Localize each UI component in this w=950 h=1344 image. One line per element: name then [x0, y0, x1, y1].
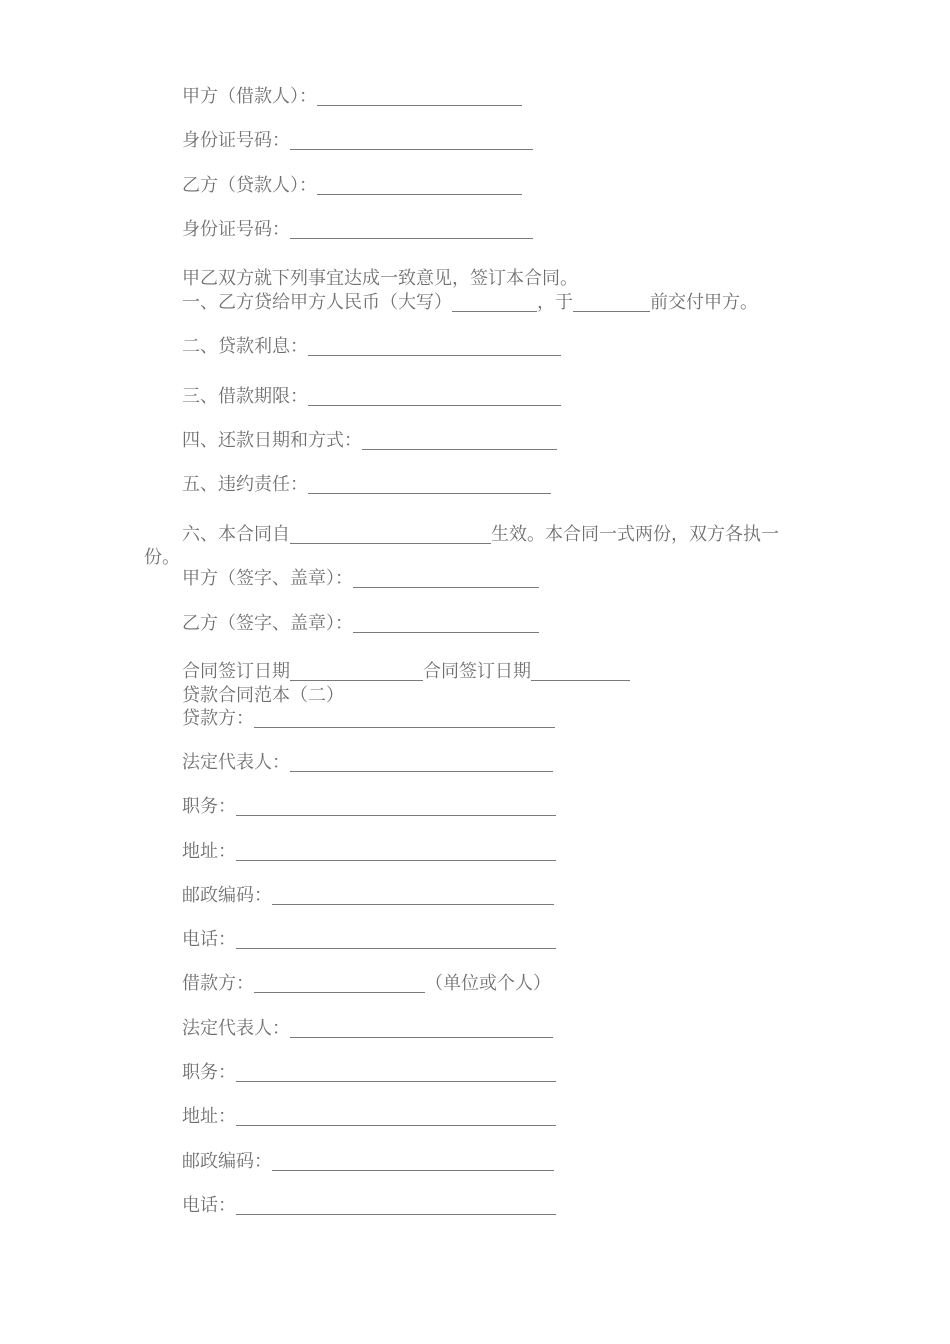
- lender-rep-field: [182, 752, 553, 774]
- delivery-date-blank[interactable]: [573, 297, 650, 312]
- borrower-phone-label: 电话：: [182, 1195, 236, 1216]
- clause-6: [182, 524, 779, 546]
- lender-blank[interactable]: [254, 713, 555, 728]
- clause-1-text-c: 前交付甲方。: [650, 292, 758, 313]
- borrower-phone-field: [182, 1195, 556, 1217]
- borrower-note: （单位或个人）: [425, 973, 551, 994]
- party-b-sign-blank[interactable]: [353, 618, 539, 633]
- party-a-id-field: [182, 130, 533, 152]
- borrower-address-blank[interactable]: [236, 1111, 556, 1126]
- borrower-phone-blank[interactable]: [236, 1200, 556, 1215]
- effective-date-blank[interactable]: [290, 529, 491, 544]
- party-b-id-blank[interactable]: [290, 224, 533, 239]
- lender-postcode-field: [182, 885, 554, 907]
- clause-3: [182, 386, 561, 408]
- party-a-id-blank[interactable]: [290, 135, 533, 150]
- party-a-id-label: 身份证号码：: [182, 130, 290, 151]
- lender-address-field: [182, 841, 556, 863]
- clause-1-text-a: 一、乙方贷给甲方人民币（大写）: [182, 292, 452, 313]
- party-b-id-label: 身份证号码：: [182, 219, 290, 240]
- borrower-postcode-label: 邮政编码：: [182, 1151, 272, 1172]
- lender-phone-label: 电话：: [182, 929, 236, 950]
- clause-2-label: 二、贷款利息：: [182, 336, 308, 357]
- clause-3-label: 三、借款期限：: [182, 386, 308, 407]
- clause-6-text-a: 六、本合同自: [182, 524, 290, 545]
- borrower-postcode-field: [182, 1151, 554, 1173]
- lender-title-label: 职务：: [182, 796, 236, 817]
- lender-address-blank[interactable]: [236, 846, 556, 861]
- borrower-postcode-blank[interactable]: [272, 1156, 554, 1171]
- template-2-title: [182, 685, 344, 707]
- party-a-sign-label: 甲方（签字、盖章）：: [182, 568, 353, 589]
- sign-date-blank-a[interactable]: [290, 666, 423, 681]
- party-b-lender-field: [182, 175, 522, 197]
- lender-rep-blank[interactable]: [290, 757, 553, 772]
- party-b-sign-field: [182, 613, 539, 635]
- lender-address-label: 地址：: [182, 841, 236, 862]
- borrower-rep-blank[interactable]: [290, 1023, 553, 1038]
- lender-label: 贷款方：: [182, 708, 254, 729]
- agreement-intro: [182, 268, 578, 290]
- lender-postcode-label: 邮政编码：: [182, 885, 272, 906]
- borrower-address-label: 地址：: [182, 1106, 236, 1127]
- clause-6-text-b: 生效。本合同一式两份，双方各执一: [491, 524, 779, 545]
- clause-1: [182, 292, 758, 314]
- borrower-title-field: [182, 1062, 556, 1084]
- borrower-field: [182, 973, 551, 995]
- lender-title-blank[interactable]: [236, 801, 556, 816]
- liability-blank[interactable]: [308, 479, 551, 494]
- party-b-lender-blank[interactable]: [317, 180, 522, 195]
- clause-6-wrap: [144, 547, 180, 569]
- party-a-sign-blank[interactable]: [353, 573, 539, 588]
- clause-4-label: 四、还款日期和方式：: [182, 430, 362, 451]
- party-a-sign-field: [182, 568, 539, 590]
- party-b-id-field: [182, 219, 533, 241]
- borrower-label: 借款方：: [182, 973, 254, 994]
- clause-5-label: 五、违约责任：: [182, 474, 308, 495]
- borrower-title-blank[interactable]: [236, 1067, 556, 1082]
- template-2-title-text: 贷款合同范本（二）: [182, 685, 344, 706]
- loan-amount-blank[interactable]: [452, 297, 537, 312]
- repayment-blank[interactable]: [362, 435, 557, 450]
- sign-date-row: [182, 661, 630, 683]
- sign-date-label-b: 合同签订日期: [423, 661, 531, 682]
- party-b-lender-label: 乙方（贷款人）：: [182, 175, 317, 196]
- sign-date-blank-b[interactable]: [531, 666, 630, 681]
- lender-title-field: [182, 796, 556, 818]
- borrower-address-field: [182, 1106, 556, 1128]
- agreement-intro-text: 甲乙双方就下列事宜达成一致意见，签订本合同。: [182, 268, 578, 289]
- party-b-sign-label: 乙方（签字、盖章）：: [182, 613, 353, 634]
- party-a-borrower-blank[interactable]: [317, 91, 522, 106]
- lender-postcode-blank[interactable]: [272, 890, 554, 905]
- borrower-rep-label: 法定代表人：: [182, 1018, 290, 1039]
- lender-phone-blank[interactable]: [236, 934, 556, 949]
- borrower-blank[interactable]: [254, 978, 425, 993]
- sign-date-label-a: 合同签订日期: [182, 661, 290, 682]
- loan-term-blank[interactable]: [308, 391, 561, 406]
- clause-5: [182, 474, 551, 496]
- lender-field: [182, 708, 555, 730]
- party-a-borrower-label: 甲方（借款人）：: [182, 86, 317, 107]
- party-a-borrower-field: [182, 86, 522, 108]
- borrower-rep-field: [182, 1018, 553, 1040]
- clause-6-wrap-text: 份。: [144, 547, 180, 568]
- lender-phone-field: [182, 929, 556, 951]
- clause-1-text-b: ，于: [537, 292, 573, 313]
- lender-rep-label: 法定代表人：: [182, 752, 290, 773]
- clause-4: [182, 430, 557, 452]
- borrower-title-label: 职务：: [182, 1062, 236, 1083]
- interest-blank[interactable]: [308, 341, 561, 356]
- clause-2: [182, 336, 561, 358]
